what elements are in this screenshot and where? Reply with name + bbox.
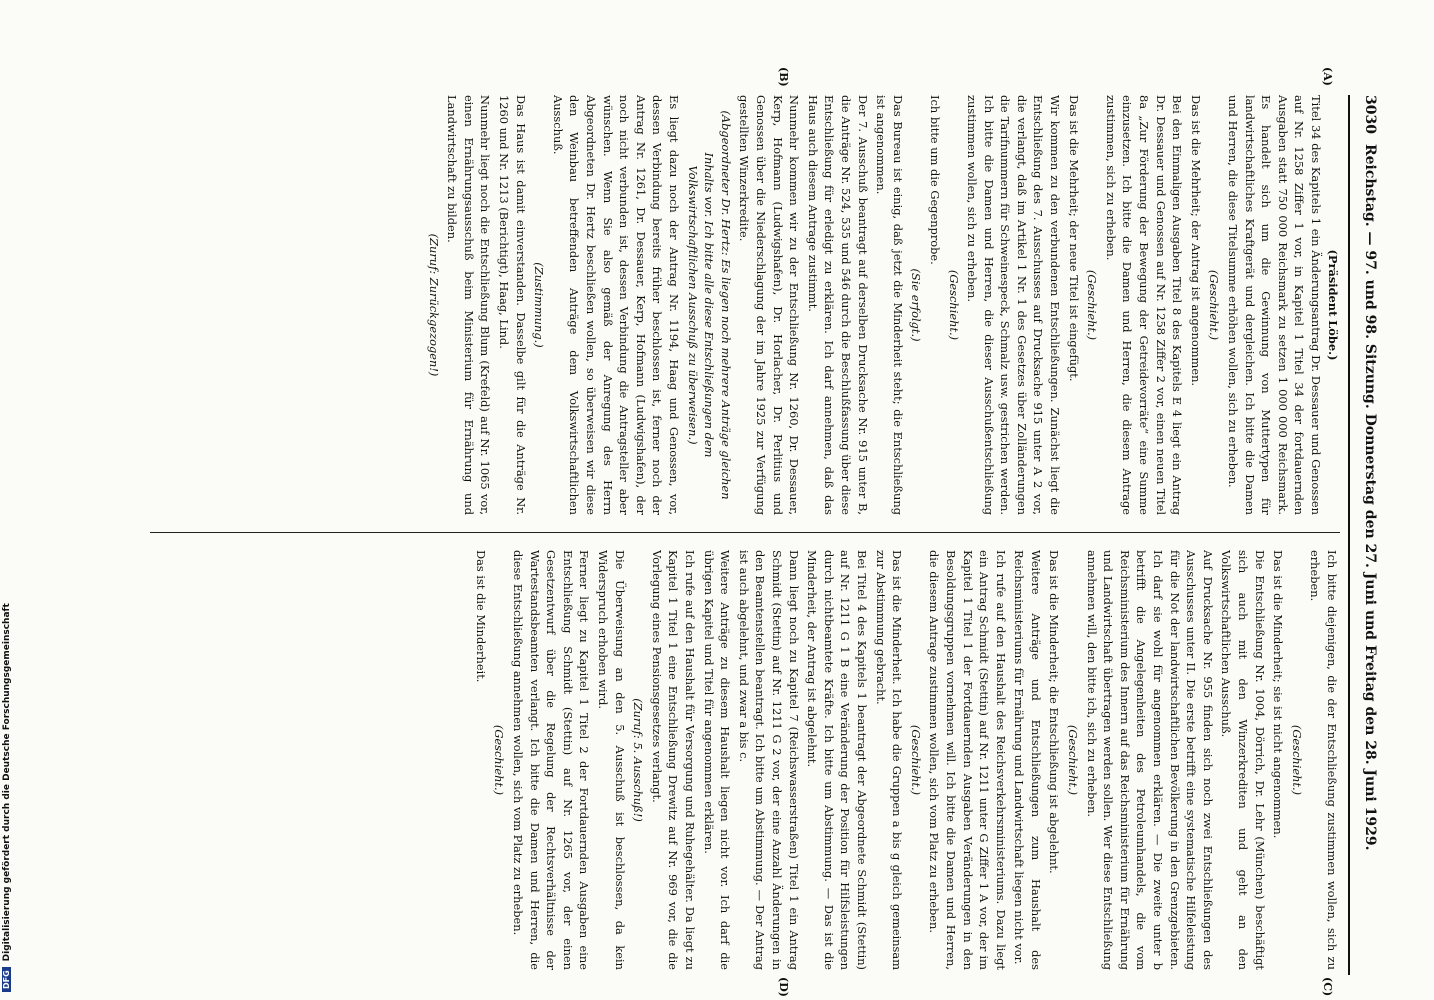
paragraph: Das ist die Mehrheit; der Antrag ist angenommen. [1188, 95, 1203, 387]
page-header [1348, 95, 1390, 975]
paragraph: Das Haus ist damit einverstanden. Dasselbe gilt für die Anträge Nr. 1260 und Nr. 1213 (Berichtigt), Haag, Lind. [497, 95, 528, 515]
stage-direction: (Geschieht.) [1066, 724, 1081, 796]
right-paragraphs [472, 550, 1340, 970]
stage-direction: (Zuruf: 5. Ausschuß!) [631, 698, 646, 822]
dfg-logo: DFG [2, 967, 11, 992]
paragraph: Das ist die Mehrheit; der neue Titel ist eingefügt. [1066, 95, 1081, 382]
paragraph: Das ist die Minderheit; die Entschließung ist abgelehnt. [1047, 550, 1062, 874]
paragraph: Weitere Anträge zu diesem Haushalt liegen nicht vor. Ich darf die übrigen Kapitel und Titel für angenommen erklären. [701, 550, 733, 970]
left-paragraphs [425, 95, 1324, 515]
paragraph: Ich bitte um die Gegenprobe. [927, 95, 942, 265]
paragraph: Nunmehr liegt noch die Entschließung Blum (Krefeld) auf Nr. 1065 vor, einen Ernährungsausschuß beim Ministerium für Ernährung und Landwirtschaft zu bilden. [445, 95, 493, 515]
paragraph: Das ist die Minderheit. [473, 550, 488, 683]
paragraph: Ferner liegt zu Kapitel 1 Titel 2 der Fortdauernden Ausgaben eine Entschließung Schmidt (Stettin) auf Nr. 1265 vor, der einen Gesetzentwurf über die Regelung der Rechtsverhältnisse der Wartestandsbeamten verlangt. Ich bitte die Damen und Herren, die diese Entschließung annehmen wollen, sich vom Platz zu erheben. [511, 550, 592, 970]
stage-direction: (Geschieht.) [908, 724, 923, 796]
margin-mark-c: (C) [1321, 977, 1334, 997]
paragraph: Es liegt dazu noch der Antrag Nr. 1194, Haag und Genossen, vor, dessen Verbindung bereits früher beschlossen ist, ferner noch der Antrag Nr. 1261, Dr. Dessauer, Kerp, Hofmann (Ludwigshafen), der noch nicht verbunden ist, dessen Verbindung die Antragsteller aber wünschen. Wenn Sie also gemäß der Anregung des Herrn Abgeordneten Dr. Hertz beschließen wollen, so überweisen wir diese den Weinbau betreffenden Anträge dem Volkswirtschaftlichen Ausschuß. [550, 95, 682, 515]
footer-credit [2, 432, 12, 992]
right-column [160, 550, 1340, 970]
paragraph: Wir kommen zu den verbundenen Entschließungen. Zunächst liegt die Entschließung des 7. Ausschusses auf Drucksache 915 unter A 2 vor, die verlangt, daß im Artikel 1 Nr. 1 des Gesetzes über Zolländerungen die Tarifnummern für Schweinespeck, Schmalz usw. gestrichen werden. Ich bitte die Damen und Herren, die dieser Ausschußentschließung zustimmen wollen, sich zu erheben. [965, 95, 1063, 515]
paragraph: Die Überweisung an den 5. Ausschuß ist beschlossen, da kein Widerspruch erhoben wird. [596, 550, 627, 970]
paragraph: Titel 34 des Kapitels 1 ein Änderungsantrag Dr. Dessauer und Genossen auf Nr. 1258 Ziffer 1 vor, in Kapitel 1 Titel 34 der fortdauernden Ausgaben statt 750 000 Reichsmark zu setzen 1 000 000 Reichsmark. Es handelt sich um die Gewinnung von Muttertypen für landwirtschaftliches Kraftgerät und dergleichen. Ich bitte die Damen und Herren, die diese Titelsumme erhöhen wollen, sich zu erheben. [1226, 95, 1323, 515]
paragraph: Weitere Anträge und Entschließungen zum Haushalt des Reichsministeriums für Ernährung und Landwirtschaft liegen nicht vor. [1012, 550, 1043, 970]
stage-direction: (Zuruf: Zurückgezogen!) [426, 233, 441, 377]
stage-direction: (Geschieht.) [492, 724, 507, 796]
margin-mark-a: (A) [1321, 67, 1334, 86]
speaker-label: (Präsident Löbe.) [1326, 249, 1340, 361]
stage-direction: (Geschieht.) [1289, 724, 1304, 796]
paragraph: Die Entschließung Nr. 1004, Dörrich, Dr. Lehr (München) beschäftigt sich auch mit den Winzerkrediten und geht an den Volkswirtschaftlichen Ausschuß. [1219, 550, 1267, 970]
margin-mark-b: (B) [777, 67, 790, 87]
footer [2, 432, 18, 992]
paragraph: Ich bitte diejenigen, die der Entschließung zustimmen wollen, sich zu erheben. [1308, 550, 1339, 970]
rotated-page-content [150, 67, 1390, 997]
paragraph: Das ist die Minderheit. Ich habe die Gruppen a bis g gleich gemeinsam zur Abstimmung gebracht. [873, 550, 905, 970]
stage-direction: (Sie erfolgt.) [909, 268, 924, 342]
paragraph: Das ist die Minderheit; sie ist nicht angenommen. [1271, 550, 1286, 839]
paragraph: Bei den Einmaligen Ausgaben Titel 8 des Kapitels E 4 liegt ein Antrag Dr. Dessauer und Genossen auf Nr. 1258 Ziffer 2 vor, einen neuen Titel 8a „Zur Förderung der Bewegung der Getreidevorräte“ eine Summe einzusetzen. Ich bitte die Damen und Herren, die diesem Antrage zustimmen, sich zu erheben. [1103, 95, 1185, 515]
left-column [160, 95, 1340, 515]
paragraph: Nunmehr kommen wir zu der Entschließung Nr. 1260, Dr. Dessauer, Kerp, Hofmann (Ludwigshafen), Dr. Horlacher, Dr. Perlitius und Genossen über die Niederschlagung der im Jahre 1925 zur Verfügung gestellten Winzerkredite. [737, 95, 802, 515]
column-divider [150, 532, 1340, 533]
footer-text: Digitalisierung gefördert durch die Deutsche Forschungsgemeinschaft [2, 603, 12, 962]
paragraph: Ich rufe auf den Haushalt für Versorgung und Ruhegehälter. Da liegt zu Kapitel 1 Titel 1 eine Entschließung Drewitz auf Nr. 969 vor, die die Vorlegung eines Pensionsgesetzes verlangt. [649, 550, 698, 970]
stage-direction: (Geschieht.) [946, 269, 961, 341]
paragraph: Bei Titel 4 des Kapitels 1 beantragt der Abgeordnete Schmidt (Stettin) auf Nr. 1211 G 1 B eine Veränderung der Position für Hilfsleistungen durch nichtbeamtete Kräfte. Ich bitte um Abstimmung. — Das ist die Minderheit, der Antrag ist abgelehnt. [805, 550, 869, 970]
stage-direction: (Geschieht.) [1085, 269, 1100, 341]
paragraph: Auf Drucksache Nr. 955 finden sich noch zwei Entschließungen des Ausschusses unter II. Die erste betrifft eine systematische Hilfeleistung für die Not der landwirtschaftlichen Bevölkerung in den Grenzgebieten. Ich darf sie wohl für angenommen erklären. — Die zweite unter b betrifft die Angelegenheiten des Petroleumhandels, die vom Reichsministerium des Innern auf das Reichsministerium für Ernährung und Landwirtschaft übertragen werden sollen. Wer diese Entschließung annehmen will, den bitte ich, sich zu erheben. [1084, 550, 1215, 970]
paragraph: Das Bureau ist einig, daß jetzt die Minderheit steht; die Entschließung ist angenommen. [874, 95, 905, 515]
margin-mark-d: (D) [777, 977, 790, 997]
stage-direction: (Geschieht.) [1207, 269, 1222, 341]
stage-direction: (Zustimmung.) [532, 262, 547, 348]
page-number: 3030 [1362, 95, 1378, 134]
stage-direction: (Abgeordneter Dr. Hertz: Es liegen noch mehrere Anträge gleichen Inhalts vor. Ich bitte alle diese Entschließungen dem Volkswirtschaftlichen Ausschuß zu überweisen.) [685, 110, 733, 500]
header-title: Reichstag. — 97. und 98. Sitzung. Donnerstag den 27. Juni und Freitag den 28. Juni 1929. [1362, 143, 1378, 851]
paragraph: Dann liegt noch zu Kapitel 7 (Reichswasserstraßen) Titel 1 ein Antrag Schmidt (Stettin) auf Nr. 1211 G 2 vor, der eine Anzahl Änderungen in den Beamtenstellen beantragt. Ich bitte um Abstimmung. — Der Antrag ist auch abgelehnt, und zwar a bis c. [736, 550, 801, 970]
paragraph: Ich rufe auf den Haushalt des Reichsverkehrsministeriums. Dazu liegt ein Antrag Schmidt (Stettin) auf Nr. 1211 unter G Ziffer 1 A vor, der im Kapitel 1 Titel 1 der Fortdauernden Ausgaben Veränderungen in den Besoldungsgruppen vornehmen will. Ich bitte die Damen und Herren, die diesem Antrage zustimmen wollen, sich vom Platz zu erheben. [927, 550, 1008, 970]
paragraph: Der 7. Ausschuß beantragt auf derselben Drucksache Nr. 915 unter B, die Anträge Nr. 524, 535 und 546 durch die Beschlußfassung über diese Entschließung für erledigt zu erklären. Ich darf annehmen, daß das Haus auch diesem Antrage zustimmt. [805, 95, 870, 515]
